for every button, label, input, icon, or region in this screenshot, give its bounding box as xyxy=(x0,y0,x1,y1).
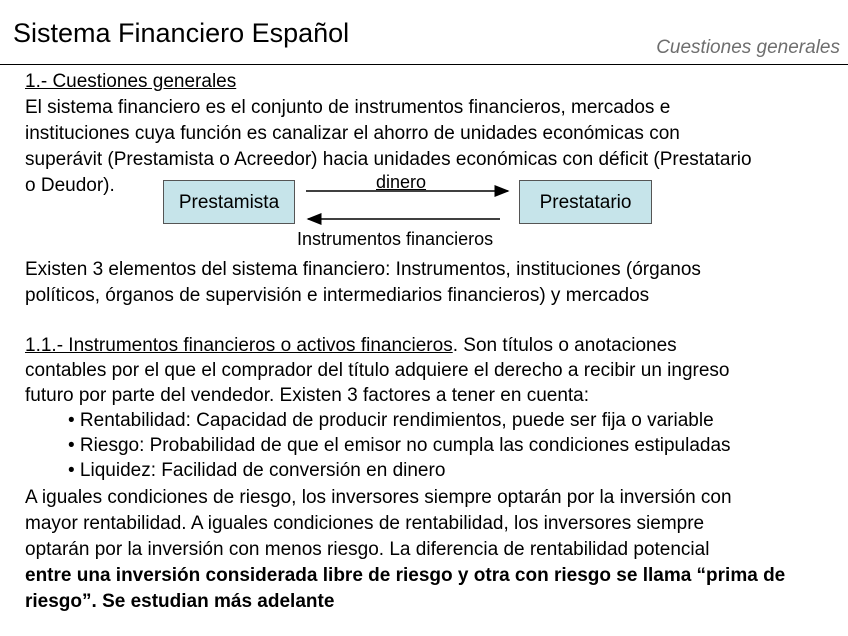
section-label: Cuestiones generales xyxy=(656,37,840,58)
money-arrow-label: dinero xyxy=(376,172,427,192)
subsection-heading: 1.1.- Instrumentos financieros o activos financieros xyxy=(25,335,453,356)
paragraph-line: El sistema financiero es el conjunto de instrumentos financieros, mercados e xyxy=(25,97,671,118)
paragraph-line: A iguales condiciones de riesgo, los inversores siempre optarán por la inversión con xyxy=(25,487,732,508)
bold-paragraph-line: entre una inversión considerada libre de riesgo y otra con riesgo se llama “prima de xyxy=(25,565,786,586)
bold-paragraph-line: riesgo”. Se estudian más adelante xyxy=(25,591,335,612)
bullet-item: • Rentabilidad: Capacidad de producir rendimientos, puede ser fija o variable xyxy=(68,410,714,431)
section-heading: 1.- Cuestiones generales xyxy=(25,71,237,92)
bullet-item: • Riesgo: Probabilidad de que el emisor no cumpla las condiciones estipuladas xyxy=(68,435,731,456)
paragraph-line: instituciones cuya función es canalizar el ahorro de unidades económicas con xyxy=(25,123,680,144)
instruments-arrow-label: Instrumentos financieros xyxy=(297,229,494,249)
paragraph-line: Existen 3 elementos del sistema financiero: Instrumentos, instituciones (órganos xyxy=(25,259,701,280)
paragraph-line: futuro por parte del vendedor. Existen 3 factores a tener en cuenta: xyxy=(25,385,590,406)
subsection-line xyxy=(25,333,677,359)
page-title: Sistema Financiero Español xyxy=(13,18,350,48)
paragraph-line: mayor rentabilidad. A iguales condiciones de rentabilidad, los inversores siempre xyxy=(25,513,705,534)
paragraph-line: superávit (Prestamista o Acreedor) hacia unidades económicas con déficit (Prestatario xyxy=(25,149,752,170)
paragraph-line: contables por el que el comprador del título adquiere el derecho a recibir un ingreso xyxy=(25,360,730,381)
subsection-heading-tail: . Son títulos o anotaciones xyxy=(452,335,677,356)
lender-box: Prestamista xyxy=(163,180,295,224)
paragraph-line: o Deudor). xyxy=(25,175,115,196)
header-divider xyxy=(0,64,848,65)
borrower-box: Prestatario xyxy=(519,180,652,224)
paragraph-line: políticos, órganos de supervisión e intermediarios financieros) y mercados xyxy=(25,285,650,306)
bullet-item: • Liquidez: Facilidad de conversión en dinero xyxy=(68,460,446,481)
paragraph-line: optarán por la inversión con menos riesgo. La diferencia de rentabilidad potencial xyxy=(25,539,710,560)
